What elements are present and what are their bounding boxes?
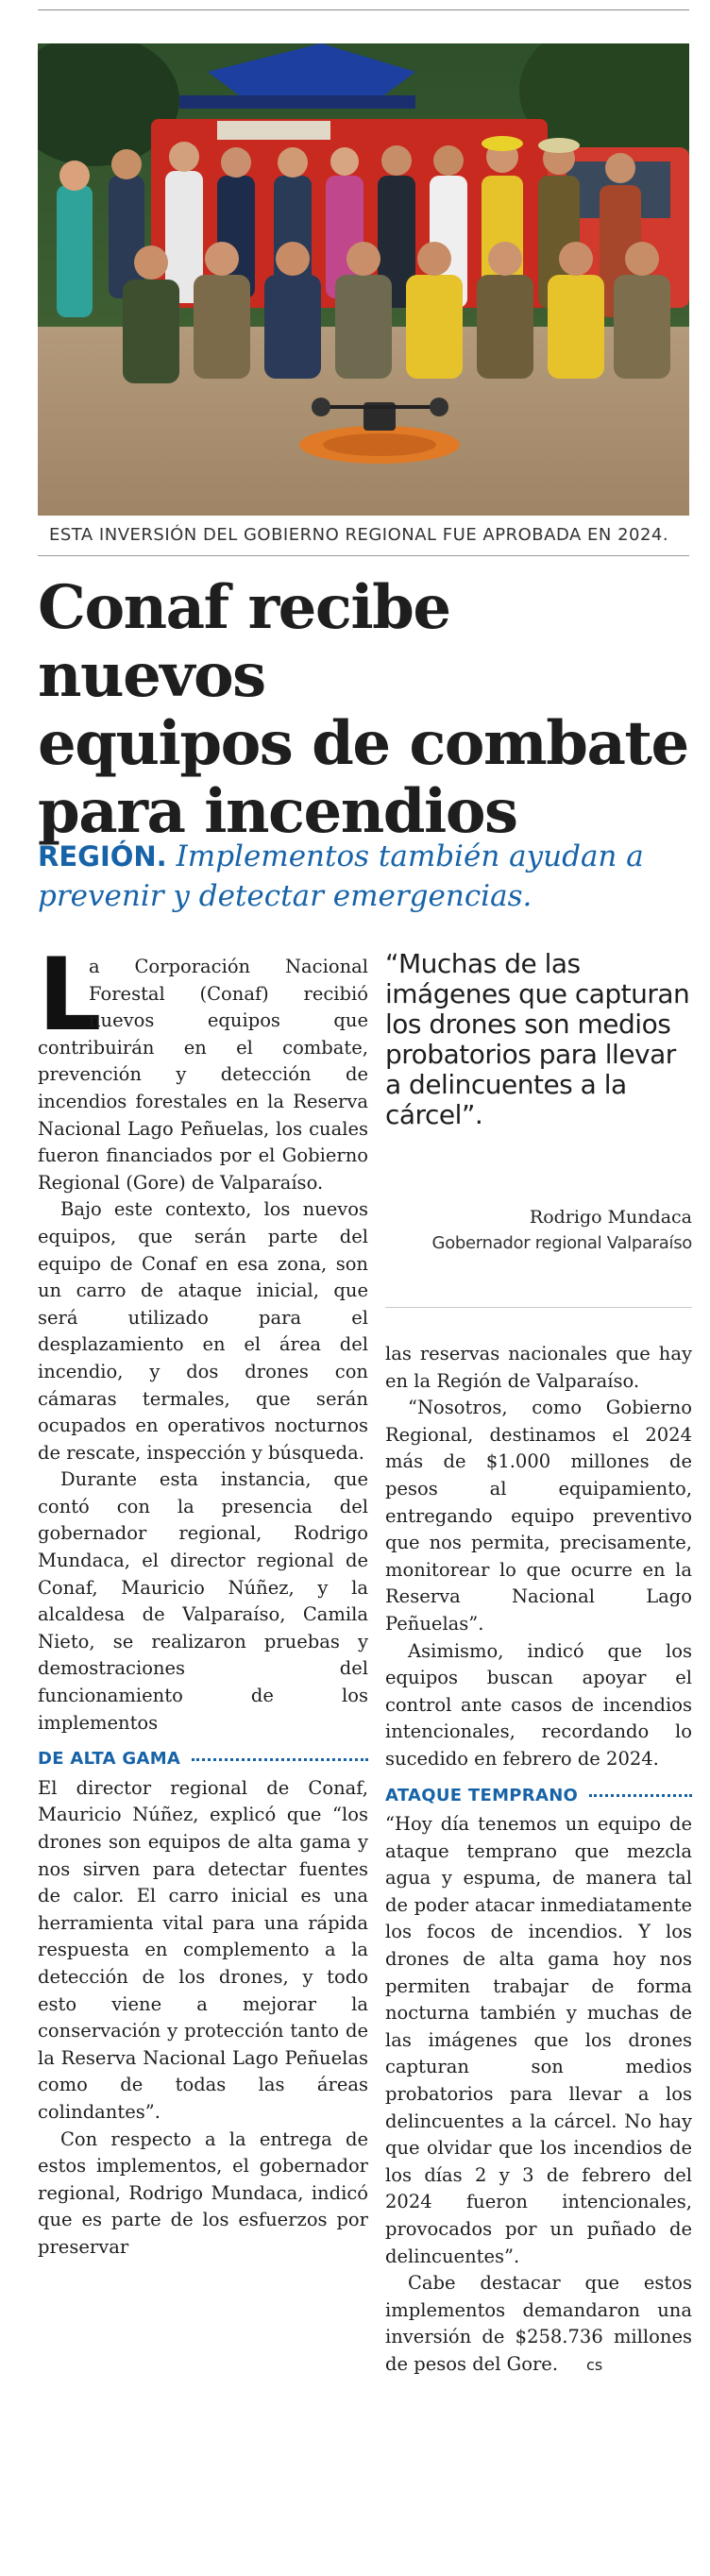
headline-line: para incendios — [38, 776, 517, 847]
section-heading — [38, 1746, 368, 1773]
lead-paragraph-wrap — [38, 937, 368, 1196]
paragraph: las reservas nacionales que hay en la Región de Valparaíso. — [385, 1343, 692, 1392]
pull-quote-rule — [385, 1307, 692, 1308]
section-heading-rule — [589, 1794, 692, 1797]
pull-quote: “Muchas de las imágenes que capturan los drones son medios probatorios para llevar a delincuentes a la cárcel”. — [385, 948, 690, 1130]
top-rule — [38, 9, 689, 10]
article-column-right — [385, 1341, 692, 2380]
section-heading-rule — [192, 1758, 368, 1761]
closing-text: Cabe destacar que estos implementos demandaron una inversión de $258.736 millones de pesos del Gore. — [385, 2272, 692, 2375]
headline — [38, 574, 689, 846]
section-heading-label: ATAQUE TEMPRANO — [385, 1785, 579, 1805]
article-column-left — [38, 937, 368, 2262]
news-photo — [38, 43, 689, 516]
end-mark: cs — [586, 2355, 603, 2374]
paragraph: Durante esta instancia, que contó con la presencia del gobernador regional, Rodrigo Mundaca, el director regional de Conaf, Mauricio Núñez, y la alcaldesa de Valparaíso, Camila Nieto, se realizaron pruebas y demostraciones del funcionamiento de los implementos — [38, 1468, 368, 1734]
paragraph: “Nosotros, como Gobierno Regional, destinamos el 2024 más de $1.000 millones de pesos al equipamiento, entregando equipo preventivo que nos permita, precisamente, monitorear lo que ocurre en la Reserva Nacional Lago Peñuelas”. — [385, 1397, 692, 1635]
paragraph: Con respecto a la entrega de estos implementos, el gobernador regional, Rodrigo Mundaca, indicó que es parte de los esfuerzos por preservar — [38, 2127, 368, 2258]
headline-line: Conaf recibe nuevos — [38, 572, 450, 711]
paragraph: a Corporación Nacional Forestal (Conaf) recibió nuevos equipos que contribuirán en el combate, prevención y detección de incendios forestales en la Reserva Nacional Lago Peñuelas, los cuales fueron financiados por el Gobierno Regional (Gore) de Valparaíso. — [38, 956, 368, 1194]
section-heading-label: DE ALTA GAMA — [38, 1749, 181, 1770]
paragraph: “Hoy día tenemos un equipo de ataque temprano que mezcla agua y espuma, de manera tal de poder atacar inmediatamente los focos de incendios. Y los drones de alta gama hoy nos permiten trabajar de forma nocturna también y muchas de las imágenes que los drones capturan son medios probatorios para llevar a los delincuentes a la cárcel. No hay que olvidar que los incendios de los días 2 y 3 de febrero del 2024 fueron intencionales, provocados por un puñado de delincuentes”. — [385, 1813, 692, 2267]
pull-quote-author: Rodrigo Mundaca — [529, 1207, 692, 1228]
paragraph: Asimismo, indicó que los equipos buscan apoyar el control ante casos de incendios intencionales, recordando lo sucedido en febrero de 2024. — [385, 1639, 692, 1770]
paragraph: El director regional de Conaf, Mauricio Núñez, explicó que “los drones son equipos de alta gama y nos sirven para detectar fuentes de calor. El carro inicial es una herramienta vital para una rápida respuesta en complemento a la detección de los drones, y todo esto viene a mejorar la conservación y protección tanto de la Reserva Nacional Lago Peñuelas como de todas las áreas colindantes”. — [38, 1776, 368, 2123]
paragraph — [385, 2270, 692, 2379]
subhead — [38, 837, 689, 916]
caption-rule — [38, 555, 689, 556]
pull-quote-role: Gobernador regional Valparaíso — [431, 1233, 692, 1253]
section-heading — [385, 1783, 692, 1810]
headline-line: equipos de combate — [38, 708, 688, 779]
subhead-kicker: REGIÓN. — [38, 840, 167, 873]
dropcap: L — [38, 937, 102, 1053]
photo-caption: ESTA INVERSIÓN DEL GOBIERNO REGIONAL FUE APROBADA EN 2024. — [49, 525, 669, 545]
paragraph: Bajo este contexto, los nuevos equipos, que serán parte del equipo de Conaf en esa zona, son un carro de ataque inicial, que será utilizado para el desplazamiento en el área del incendio, y dos drones con cámaras termales, que serán ocupados en operativos nocturnos de rescate, inspección y búsqueda. — [38, 1198, 368, 1464]
subhead-deck: Implementos también ayudan a prevenir y detectar emergencias. — [38, 839, 644, 913]
group-photo-icon — [38, 43, 689, 516]
